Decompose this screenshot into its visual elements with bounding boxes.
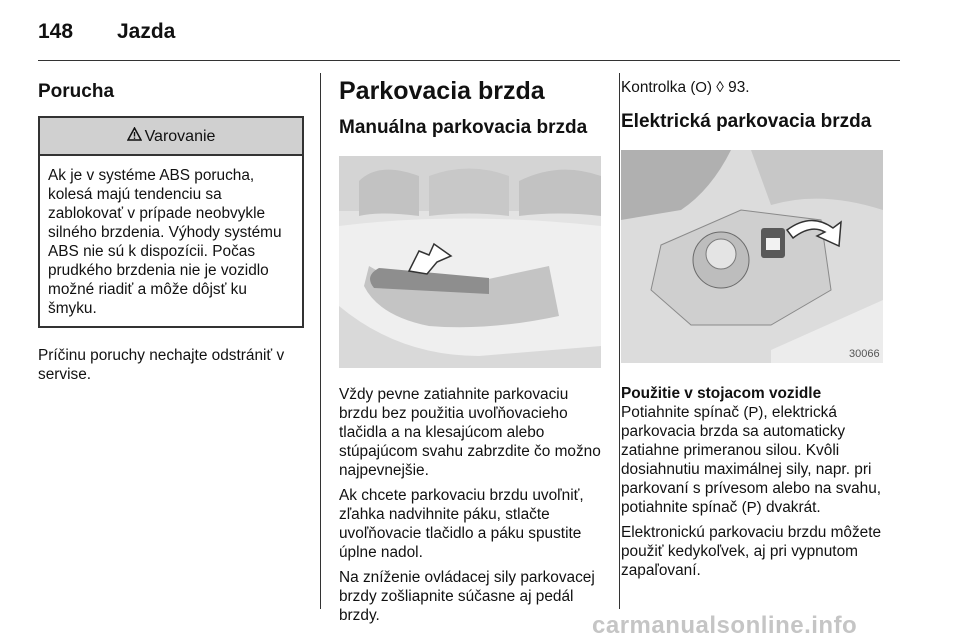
standing-vehicle-label: Použitie v stojacom vozidle <box>621 385 822 402</box>
header-rule <box>38 60 900 61</box>
electric-brake-paragraph-1 <box>621 403 906 517</box>
page-reference-icon: ◊ <box>716 79 724 96</box>
indicator-page-ref: 93. <box>728 79 750 96</box>
warning-title: Varovanie <box>144 128 216 145</box>
manual-brake-paragraph-2: Ak chcete parkovaciu brzdu uvoľniť, zľahka nadvihnite páku, stlačte uvoľňovacie tlačidlo a páku spustite úplne nadol. <box>339 487 584 561</box>
warning-triangle-icon <box>127 118 142 154</box>
warning-text: Ak je v systéme ABS porucha, kolesá majú tendenciu sa zablokovať v prípade neobvykle silného brzdenia. Výhody systému ABS nie sú k dispozícii. Počas prudkého brzdenia nie je vozidlo možné riadiť a môže dôjsť ku šmyku. <box>48 167 282 317</box>
parking-switch-icon-2: (P) <box>741 499 762 516</box>
column-1 <box>38 76 304 390</box>
watermark: carmanualsonline.info <box>592 612 858 639</box>
manual-brake-paragraph-3: Na zníženie ovládacej sily parkovacej brzdy zošliapnite súčasne aj pedál brzdy. <box>339 569 595 624</box>
indicator-label: Kontrolka <box>621 79 687 96</box>
manual-brake-illustration <box>339 156 601 368</box>
malfunction-paragraph: Príčinu poruchy nechajte odstrániť v servise. <box>38 347 285 383</box>
warning-header <box>40 118 302 156</box>
electric-brake-paragraph-2: Elektronickú parkovaciu brzdu môžete použiť kedykoľvek, aj pri vypnutom zapaľovaní. <box>621 524 882 579</box>
section-title: Jazda <box>117 20 176 43</box>
warning-box <box>38 116 304 328</box>
manual-parking-brake-heading: Manuálna parkovacia brzda <box>339 117 588 138</box>
image-code: 30066 <box>849 348 880 360</box>
electric-brake-illustration <box>621 150 883 363</box>
column-2 <box>339 76 604 631</box>
page-header <box>38 20 176 44</box>
paragraph-1-part1: Potiahnite spínač <box>621 404 740 421</box>
column-divider-1 <box>320 73 321 609</box>
indicator-reference <box>621 78 906 97</box>
electric-parking-brake-heading: Elektrická parkovacia brzda <box>621 111 872 132</box>
column-3 <box>621 76 906 586</box>
paragraph-1-part3: dvakrát. <box>765 499 821 516</box>
page-number: 148 <box>38 20 74 43</box>
parking-switch-icon: (P) <box>743 404 764 421</box>
paragraph-1-part2: , elektrická parkovacia brzda sa automaticky zatiahne primeranou silou. Kvôli dosiahnutiu maximálnej sily, napr. pri parkovaní s prívesom alebo na svahu, potiahnite spínač <box>621 404 882 516</box>
parking-brake-heading: Parkovacia brzda <box>339 77 545 105</box>
malfunction-heading: Porucha <box>38 81 115 102</box>
brake-indicator-icon: (O) <box>690 79 712 96</box>
manual-brake-paragraph-1: Vždy pevne zatiahnite parkovaciu brzdu bez použitia uvoľňovacieho tlačidla a na klesajúcom alebo stúpajúcom svahu zabrzdite čo možno najpevnejšie. <box>339 386 601 479</box>
column-divider-2 <box>619 73 620 609</box>
